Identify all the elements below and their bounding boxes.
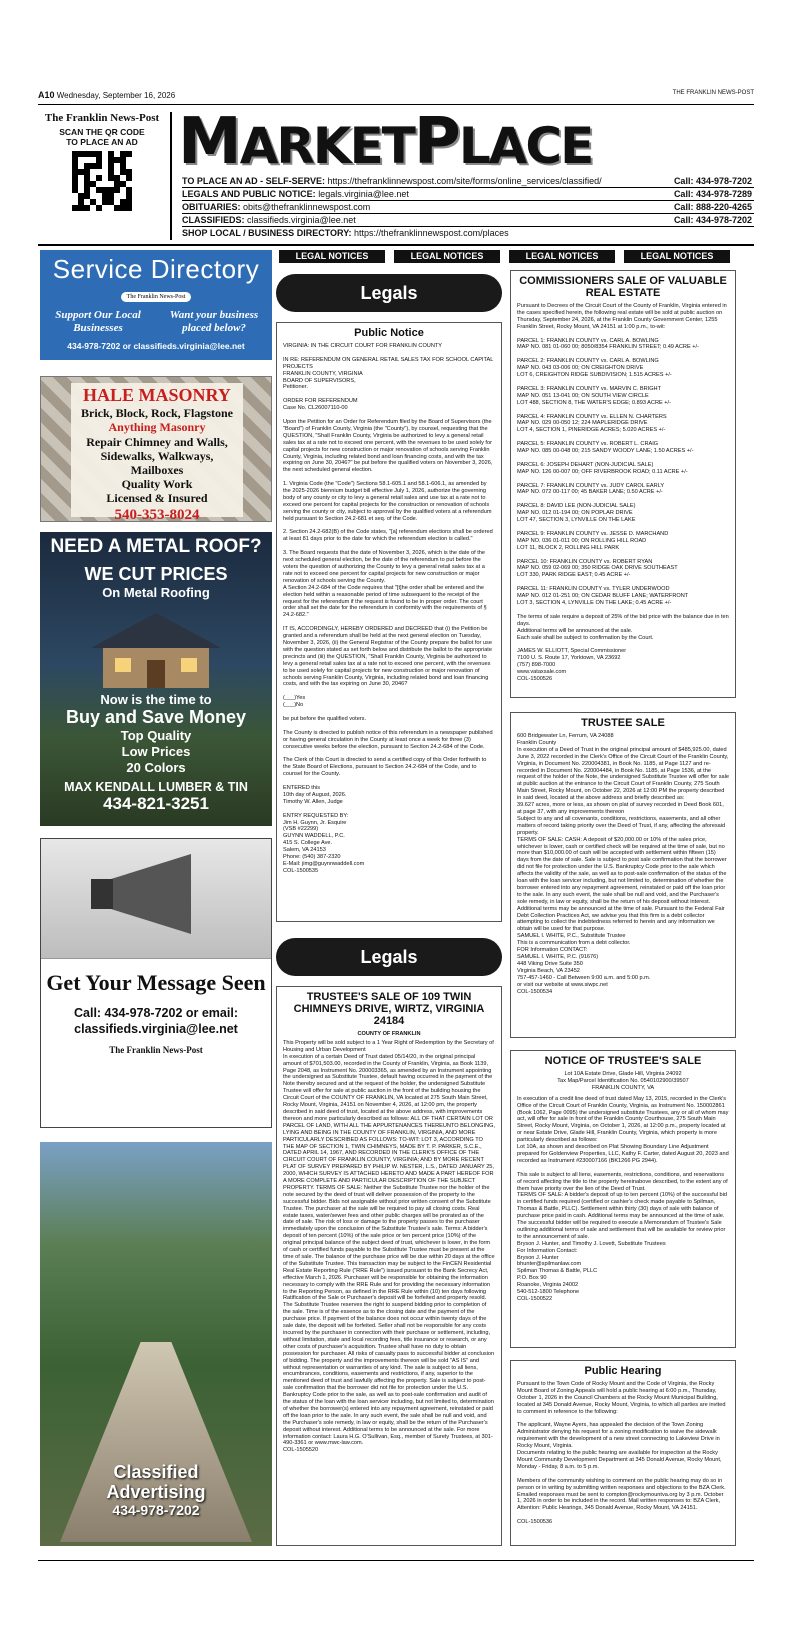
ad-line: WE CUT PRICES (84, 564, 228, 584)
ad-phone: 434-978-7202 (112, 1502, 200, 1518)
notice-title: Public Notice (354, 327, 424, 339)
title-lace: LACE (458, 117, 593, 175)
ad-headline: Get Your Message Seen (46, 970, 266, 995)
hale-masonry-ad[interactable] (40, 376, 272, 522)
contact-row[interactable] (182, 215, 754, 227)
notice-of-trustees-sale (510, 1050, 736, 1348)
legal-notices-bar: LEGAL NOTICES (394, 250, 500, 263)
trustee-sale (510, 712, 736, 1038)
legal-notices-bar: LEGAL NOTICES (279, 250, 385, 263)
bottom-rule (38, 1560, 754, 1561)
metal-roof-ad[interactable] (40, 532, 272, 826)
contact-value[interactable]: legals.virginia@lee.net (318, 189, 409, 199)
contact-label: OBITUARIES: (182, 202, 241, 212)
contact-call: Call: 434-978-7289 (673, 189, 752, 199)
ad-line: Buy and Save Money (65, 707, 247, 727)
legals-heading: Legals (276, 938, 502, 976)
ad-line: Brick, Block, Rock, Flagstone (81, 406, 233, 420)
contact-call: Call: 888-220-4265 (673, 202, 752, 212)
service-directory-ad[interactable] (40, 250, 272, 360)
notice-title: TRUSTEE SALE (581, 717, 665, 729)
contact-call: Call: 434-978-7202 (673, 176, 752, 186)
contact-row[interactable] (182, 189, 754, 201)
ad-line: Repair Chimney and Walls, (86, 435, 228, 449)
placement-text: Want your business placed below? (169, 309, 259, 334)
brand-logo: The Franklin News-Post (44, 112, 160, 124)
ad-line: On Metal Roofing (102, 585, 210, 600)
ad-line: Now is the time to (100, 692, 212, 707)
trustees-sale-twin-chimneys (276, 986, 502, 1546)
ad-company: MAX KENDALL LUMBER & TIN (64, 780, 248, 794)
contact-row[interactable] (182, 228, 754, 240)
notice-title: NOTICE OF TRUSTEE'S SALE (544, 1055, 702, 1067)
service-directory-title: Service Directory (52, 254, 260, 284)
title-m: M (178, 105, 240, 179)
qr-code-icon[interactable] (72, 151, 132, 211)
legal-notices-bar: LEGAL NOTICES (509, 250, 615, 263)
brand-logo: The Franklin News-Post (121, 292, 192, 302)
ad-name: HALE MASONRY (83, 385, 231, 405)
service-contact: 434-978-7202 or classifieds.virginia@lee.net (67, 341, 245, 351)
legal-notices-bar: LEGAL NOTICES (624, 250, 730, 263)
notice-header: Lot 10A Estate Drive, Glade Hill, Virginia 24092 Tax Map/Parcel Identification No. 0540102900/39507 FRANKLIN COUNTY, VA (557, 1071, 689, 1091)
message-seen-ad[interactable] (40, 838, 272, 1128)
scan-instruction (38, 127, 166, 147)
ad-phone: 434-821-3251 (103, 794, 209, 813)
notice-body: Pursuant to the Town Code of Rocky Mount and the Code of Virginia, the Rocky Mount Board of Zoning Appeals will hold a public hearing at 6:00 p.m., Thursday, October 1, 2026 in the Council Chambers at the Rocky Mount Municipal Building, located at 345 Donald Avenue, Rocky Mount, Virginia, to which all parties are invited to comment in reference to the following: The applicant, Wayne Ayers, has appealed the decision of the Town Zoning Administrator denying his request for a zoning modification to waive the sidewalk requirement with the development of a new street connecting to Lakeview Drive in Rocky Mount, Virginia. Documents relating to the public hearing are available for inspection at the Rocky Mount Community Development Department at 345 Donald Avenue, Rocky Mount, Monday - Friday, 8 a.m. to 5 p.m. Members of the community wishing to comment on the public hearing may do so in person or in writing by submitting written responses and objections to the BZA Clerk. Emailed responses must be sent to compton@rockymountva.org by 3 p.m. October 1, 2026 in order to be included in the record. Mail written responses to: BZA Clerk, Attention: Public Hearings, 345 Donald Avenue, Rocky Mount, VA 24151. COL-1500536 (517, 1381, 726, 1526)
contact-value[interactable]: classifieds.virginia@lee.net (247, 215, 356, 225)
scan-line-1: SCAN THE QR CODE (59, 127, 145, 137)
notice-body: In execution of a credit line deed of trust dated May 13, 2015, recorded in the Clerk's Office of the Circuit Court of Franklin County, Virginia, as Instrument No. 150002861 (Book 1062, Page 0095) the undersigned substitute Trustees, any or all of whom may act, will offer for sale in front of the Franklin County Courthouse, 275 South Main Street, Rocky Mount, Virginia, on October 1, 2026, at 12:00 p.m., property located at or near Estate Drive, Glade Hill, Franklin County, Virginia, which property is more particularly described as follows: Lot 10A, as shown and described on Plat Showing Boundary Line Adjustment prepared for Goldenview Properties, LLC, Kathy F. Carter, dated August 20, 2023 and recorded as Instrument #230007166 (BK1266 PG 2944). This sale is subject to all liens, easements, restrictions, conditions, and reservations of record affecting the title to the property hereinabove described, to the extent any of them have priority over the lien of the Deed of Trust. TERMS OF SALE: A bidder's deposit of up to ten percent (10%) of the successful bid in certified funds required (certified or cashier's check made payable to Spilman, Thomas & Battle, PLLC). Settlement within thirty (30) days of sale with balance of purchase price paid in cash. Additional terms may be announced at the time of sale. The successful bidder will be required to execute a Memorandum of Trustee's Sale outlining additional terms of sale and settlement that will be available for review prior to the announcement of sale. Bryson J. Hunter, and Timothy J. Lovett, Substitute Trustees For Information Contact: Bryson J. Hunter bhunter@spilmanlaw.com Spilman Thomas & Battle, PLLC P.O. Box 90 Roanoke, Virginia 24002 540-512-1800 Telephone COL-1500522 (517, 1095, 729, 1302)
paper-name: THE FRANKLIN NEWS-POST (672, 90, 754, 96)
contact-row[interactable] (182, 202, 754, 214)
issue-date: Wednesday, September 16, 2026 (56, 91, 176, 100)
ad-line: Anything Masonry (108, 420, 206, 434)
contact-label: SHOP LOCAL / BUSINESS DIRECTORY: (182, 228, 352, 238)
support-text: Support Our Local Businesses (55, 309, 141, 334)
contact-label: TO PLACE AN AD - SELF-SERVE: (182, 176, 326, 186)
ad-email: classifieds.virginia@lee.net (74, 1022, 238, 1036)
commissioners-sale (510, 270, 736, 698)
ad-line: 20 Colors (126, 760, 186, 775)
top-rule (38, 104, 754, 105)
header-rule (38, 244, 754, 246)
ad-line: Mailboxes (130, 463, 184, 477)
public-hearing (510, 1360, 736, 1546)
ad-line: Low Prices (121, 744, 191, 759)
folio (38, 90, 175, 100)
notice-subtitle: COUNTY OF FRANKLIN (357, 1031, 421, 1037)
megaphone-image (41, 839, 271, 959)
legals-heading: Legals (276, 274, 502, 312)
scan-line-2: TO PLACE AN AD (66, 137, 138, 147)
contact-value[interactable]: https://thefranklinnewspost.com/site/forms/online_services/classified/ (327, 176, 602, 186)
contact-call: Call: 434-978-7202 (673, 215, 752, 225)
ad-line: Advertising (106, 1482, 206, 1502)
ad-phone: 540-353-8024 (114, 507, 200, 522)
brand-logo: The Franklin News-Post (109, 1045, 203, 1055)
title-p: P (413, 105, 459, 179)
ad-line: Sidewalks, Walkways, (100, 449, 214, 463)
notice-body: This Property will be sold subject to a 1 Year Right of Redemption by the Secretary of Housing and Urban Development In execution of a certain Deed of Trust dated 05/14/20, in the original principal amount of $701,503.00, recorded in the County of Franklin, Virginia, as Book 1139, Page 2048, as Instrument No. 200003365, as amended by an Instrument appointing the undersigned as Substitute Trustee, default having occurred in the payment of the Note thereby secured and at the request of the holder, the undersigned Substitute Trustee will offer for sale at public auction in the front of the building housing the Circuit Court of the COUNTY OF FRANKLIN, VA located at 275 South Main Street, Rocky Mount, Virginia, 24151 on November 4, 2026, at 12:00 pm, the property described in said deed of trust, located at the above address, with improvements thereon and more particularly described as follows: ALL OF THAT CERTAIN LOT OR PARCEL OF LAND, WITH ALL THE APPURTENANCES THEREUNTO BELONGING, LYING AND BEING IN THE COUNTY OF FRANKLIN, VIRGINIA, AND MORE PARTICULARLY DESCRIBED AS FOLLOWS: TO-WIT: LOT 3, ACCORDING TO THE MAP OF SECTION 1, TWIN CHIMNEYS, MADE BY T. P. PARKER, S.C.E., DATED APRIL 14, 1967, AND RECORDED IN THE CLERK'S OFFICE OF THE CIRCUIT COURT OF FRANKLIN COUNTY, VIRGINIA; AND BY MORE RECENT PLAT OF SURVEY PREPARED BY PHILIP W. NESTER, L.S., DATED JANUARY 25, 2000, WHICH SURVEY IS ATTACHED HERETO AND MADE A PART HEREOF FOR A MORE COMPLETE AND PARTICULAR DESCRIPTION OF THE SUBJECT PROPERTY. TERMS OF SALE: Neither the Substitute Trustee nor the holder of the note secured by the deed of trust will deliver possession of the property to the successful bidder. Bids not assignable without prior written consent of the Substitute Trustee. The purchaser at the sale will be required to pay all closing costs. Real estate taxes, water/sewer fees and other public charges will be prorated as of the date of sale. The risk of loss or damage to the property passes to the purchaser immediately upon the conclusion of the Substitute Trustee's sale. Terms: A bidder's deposit of ten percent (10%) of the sale price or ten percent price (10%) of the original principal balance of the subject deed of trust, whichever is lower, in the form of cash or certified funds payable to the Substitute Trustee must be present at the time of sale. The balance of the purchase price will be due within 20 days at the office of the Substitute Trustee. This transaction may be subject to the FinCEN Residential Real Estate Reporting Rule ("RRE Rule") issued pursuant to the Bank Secrecy Act, effective March 1, 2026. Purchaser will be responsible for obtaining the information necessary to comply with the RRE Rule and for providing the necessary information to the Reporting Person, as defined in the RRE Rule within (10) ten days following Ratification of the Sale or Purchaser's deposit will be forfeited and property resold. The Substitute Trustee reserves the right to suspend bidding prior to completion of the sale. Time is of the essence as to the closing date and the payment of the purchase price. If payment of the balance does not occur within twenty days of the sale date, the deposit will be forfeited. Seller shall not be responsible for any costs incurred by the purchaser in connection with their purchase or settlement, including, without limitation, state and local recording fees, title insurance or research, or any other costs of purchaser's acquisition. Trustee shall have no duty to obtain possession for purchaser. All risks of casualty pass to successful bidder at conclusion of bidding. The property and the improvements thereon will be sold "AS IS" and without representation or warranties of any kind. The sale is subject to all liens, encumbrances, conditions, easements and restrictions, if any, superior to the mentioned deed of trust and lawfully affecting the property. Sale is subject to post-sale confirmation that the borrower did not file for protection under the U.S. Bankruptcy Code prior to the sale, as well as to post-sale confirmation and audit of the status of the loan with the loan servicer including, but not limited to, determination of whether the borrower(s) entered into any repayment agreement, reinstated or paid off the loan prior to the sale. In any such event, the sale shall be null and void, and the Purchaser's sole remedy, in law or equity, shall be the return of the Purchaser's deposit without interest. Additional terms to be announced at the sale. For more information contact: Laura H.G. O'Sullivan, Esq., member of Surety Trustees, at 301-490-3361 or www.mwc-law.com. COL-1505520 (283, 1039, 495, 1454)
qr-box (38, 112, 166, 240)
ad-call: Call: 434-978-7202 or email: (74, 1006, 238, 1020)
notice-title: COMMISSIONERS SALE OF VALUABLE REAL ESTATE (519, 275, 727, 299)
ad-line: Classified (113, 1462, 199, 1482)
masthead-title (178, 106, 592, 182)
notice-body: VIRGINIA: IN THE CIRCUIT COURT FOR FRANKLIN COUNTY IN RE: REFERENDUM ON GENERAL RETAIL SALES TAX FOR SCHOOL CAPITAL PROJECTS FRANKLIN COUNTY, VIRGINIA BOARD OF SUPERVISORS, Petitioner. ORDER FOR REFERENDUM Case No. CL26007110-00 Upon the Petition for an Order for Referendum filed by the Board of Supervisors (the "Board") of Franklin County, Virginia (the "County"), by counsel, requesting that the QUESTION, "Shall Franklin County, Virginia be authorized to levy a general retail sales tax at a rate not to exceed one percent, with the revenues to be used solely for capital projects for new construction or major renovation of schools serving Franklin County, Virginia, including related bond and loan financing costs, and with the tax expiring on June 30, 2046?" be put before the qualified voters on November 3, 2026, the next scheduled general election. 1. Virginia Code (the "Code") Sections 58.1-605.1 and 58.1-606.1, as amended by the 2025-2026 biennium budget bill effective July 1, 2026, authorize the governing body of any county or city to levy a general retail sales and use tax at a rate not to exceed one percent for capital projects for the construction or renovation of schools serving the county or city, subject to approval by the qualified voters at a referendum held pursuant to Section 24.2-681 et seq. of the Code. 2. Section 24.2-682(B) of the Code states, "[a] referendum elections shall be ordered at least 81 days prior to the date for which the referendum election is called." 3. The Board requests that the date of November 3, 2026, which is the date of the next scheduled general election, be the date of the referendum to put before the voters the question of authorizing the County to levy a general retail sales tax at a rate not to exceed one percent for capital projects for new construction or major renovation of schools serving the County. A Section 24.2-684 of the Code requires that "[t]he order shall be entered and the election held within a reasonable period of time subsequent to the receipt of the request for the referendum if the request is found to be in proper order. The court order shall set the date for the referendum in conformity with the requirements of § 24.2-682." IT IS, ACCORDINGLY, HEREBY ORDERED and DECREED that (i) the Petition be granted and a referendum shall be held at the next general election on Tuesday, November 3, 2026, (ii) the General Registrar of the County prepare the ballot for use with the question stated as set forth below and distribute the ballot to the appropriate precincts and (iii) the QUESTION, "Shall Franklin County, Virginia be authorized to levy a general retail sales tax at a rate not to exceed one percent, with the revenues to be used solely for capital projects for new construction or major renovation of schools serving Franklin County, Virginia, including related bond and loan financing costs, and with the tax expiring on June 30, 2046? (___)Yes (___)No be put before the qualified voters. The County is directed to publish notice of this referendum in a newspaper published or having general circulation in the County at least once a week for three (3) consecutive weeks before the election, pursuant to Section 24.2-684 of the Code. The Clerk of this Court is directed to send a certified copy of this Order forthwith to the State Board of Elections, pursuant to Section 24.2-684 of the Code, and to counsel for the County. ENTERED this 10th day of August, 2026. Timothy W. Allen, Judge ENTRY REQUESTED BY: Jim H. Guynn, Jr. Esquire (VSB #22299) GUYNN WADDELL, P.C. 415 S. College Ave. Salem, VA 24153 Phone: (540) 387-2320 E-Mail: jimg@guynnwaddell.com COL-1500535 (283, 343, 494, 874)
header-divider (170, 112, 172, 240)
contact-row[interactable] (182, 176, 754, 188)
ad-line: Licensed & Insured (106, 491, 208, 505)
contact-label: LEGALS AND PUBLIC NOTICE: (182, 189, 316, 199)
contact-label: CLASSIFIEDS: (182, 215, 245, 225)
classified-advertising-ad[interactable] (40, 1142, 272, 1546)
ad-line: Quality Work (121, 477, 193, 491)
title-arket: ARKET (239, 117, 414, 175)
notice-title: Public Hearing (584, 1365, 662, 1377)
notice-body: 600 Bridgewater Ln, Ferrum, VA 24088 Franklin County In execution of a Deed of Trust in the original principal amount of $485,925.00, dated June 3, 2022 recorded in the Clerk's Office of the Circuit Court of the Franklin County, Virginia, in Document No. 220004381, in Book No. 1185, at Page 1127 and re-recorded in Document No. 220004484, in Book No. 1185, at Page 1536, at the request of the holder of the Note, the undersigned Substitute Trustee will offer for sale at public auction at the entrance to the Circuit Court of Franklin County, 275 South Main Street, Rocky Mount, on October 22, 2026 at 12:00 PM the property described in said deed, located at the above address and briefly described as: 39.627 acres, more or less, as shown on plat of survey recorded in Deed Book 601, at page 37, with any improvements thereon Subject to any and all covenants, conditions, restrictions, easements, and all other matters of record taking priority over the Deed of Trust, if any, affecting the aforesaid property. TERMS OF SALE: CASH: A deposit of $20,000.00 or 10% of the sales price, whichever is lower, cash or certified check will be required at the time of sale, but no more than $10,000.00 of cash will be accepted with settlement within fifteen (15) days from the date of sale. Sale is subject to post sale confirmation that the borrower did not file for protection under the U.S. Bankruptcy Code prior to the sale which affects the validity of the sale, as well as to post-sale confirmation of the status of the loan with the loan servicer including, but not limited to, determination of whether the borrower entered into any repayment agreement, reinstated or paid off the loan prior to the sale. In any such event, the sale shall be null and void, and the Purchaser's sole remedy, in law or equity, shall be the return of his deposit without interest. Additional terms may be announced at the time of sale. Pursuant to the Federal Fair Debt Collection Practices Act, we advise you that this firm is a debt collector attempting to collect the indebtedness referred to herein and any information we obtain will be used for that purpose. SAMUEL I. WHITE, P.C., Substitute Trustee This is a communication from a debt collector. FOR Information CONTACT: SAMUEL I. WHITE, P.C. (91676) 448 Viking Drive Suite 350 Virginia Beach, VA 23452 757-457-1460 - Call Between 9:00 a.m. and 5:00 p.m. or visit our website at www.siwpc.net COL-1500534 (517, 733, 729, 995)
notice-title: TRUSTEE'S SALE OF 109 TWIN CHIMNEYS DRIVE, WIRTZ, VIRGINIA 24184 (293, 991, 485, 1027)
ad-headline: NEED A METAL ROOF? (50, 536, 262, 557)
public-notice (276, 322, 502, 922)
notice-body: Pursuant to Decrees of the Circuit Court of the County of Franklin, Virginia entered in the cases specified herein, the following real estate will be sold at public auction on Thursday, September 24, 2026, at the Franklin County Government Center, 1255 Franklin Street, Rocky Mount, VA 24151 at 1:00 p.m., to-wit: PARCEL 1: FRANKLIN COUNTY vs. CARL A. BOWLING MAP NO. 081 01-060 00; 8050/8354 FRANKLIN STREET; 0.49 ACRE +/- PARCEL 2: FRANKLIN COUNTY vs. CARL A. BOWLING MAP NO. 043 03-006 00; ON CREIGHTON DRIVE LOT 6, CREIGHTON RIDGE SUBDIVISION; 1.515 ACRES +/- PARCEL 3: FRANKLIN COUNTY vs. MARVIN C. BRIGHT MAP NO. 051 13-041 00; ON SOUTH VIEW CIRCLE LOT 488, SECTION 8, THE WATER'S EDGE; 0.893 ACRE +/- PARCEL 4: FRANKLIN COUNTY vs. ELLEN N. CHARTERS MAP NO. 029 00-050 12; 224 MAPLERIDGE DRIVE LOT 4, SECTION 1, PINERIDGE ACRES; 5.020 ACRES +/- PARCEL 5: FRANKLIN COUNTY vs. ROBERT L. CRAIG MAP NO. 085 00-048 00; 215 SANDY WOODY LANE; 1.50 ACRES +/- PARCEL 6: JOSEPH DEHART (NON-JUDICIAL SALE) MAP NO. 126 00-007 00; OFF RIVERBROOK ROAD; 0.11 ACRE +/- PARCEL 7: FRANKLIN COUNTY vs. JUDY CAROL EARLY MAP NO. 072 00-117 00; 45 BAKER LANE; 0.50 ACRE +/- PARCEL 8: DAVID LEE (NON-JUDICIAL SALE) MAP NO. 012 01-194 00; ON POPLAR DRIVE LOT 47, SECTION 3, LYNVILLE ON THE LAKE PARCEL 9: FRANKLIN COUNTY vs. JESSE D. MARCHAND MAP NO. 036 01-011 00; ON ROLLING HILL ROAD LOT 11, BLOCK 2, ROLLING HILL PARK PARCEL 10: FRANKLIN COUNTY vs. ROBERT RYAN MAP NO. 059 02-069 00; 350 RIDGE OAK DRIVE SOUTHEAST LOT 330, PARK RIDGE EAST; 0.45 ACRE +/- PARCEL 11: FRANKLIN COUNTY vs. TYLER UNDERWOOD MAP NO. 012 01-251 00; ON CEDAR BLUFF LANE; WATERFRONT LOT 3, SECTION 4, LYNVILLE ON THE LAKE; 0.45 ACRE +/- The terms of sale require a deposit of 25% of the bid price with the balance due in ten days. Additional terms will be announced at the sale. Each sale shall be subject to confirmation by the Court. JAMES W. ELLIOTT, Special Commissioner 7100 U. S. Route 17, Yorktown, VA 23692 (757) 898-7000 www.vataxsale.com COL-1500526 (517, 303, 729, 682)
ad-line: Top Quality (120, 728, 192, 743)
contact-value[interactable]: https://thefranklinnewspost.com/places (354, 228, 509, 238)
page-number: A10 (38, 90, 55, 100)
contact-value[interactable]: obits@thefranklinnewspost.com (243, 202, 371, 212)
house-image (81, 608, 231, 690)
